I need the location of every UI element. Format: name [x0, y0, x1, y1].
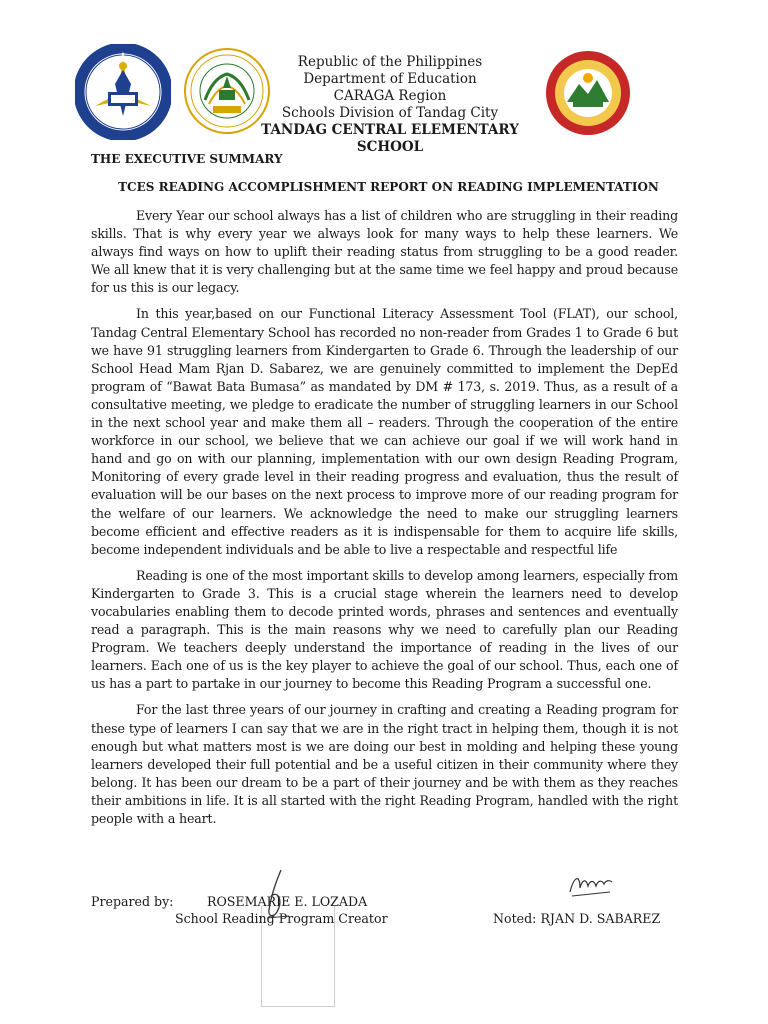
school-seal [545, 50, 631, 136]
letterhead-line: Department of Education [303, 71, 477, 87]
report-title: TCES READING ACCOMPLISHMENT REPORT ON READING IMPLEMENTATION [118, 180, 659, 194]
body-paragraph: In this year,based on our Functional Literacy Assessment Tool (FLAT), our school, Tandag Central Elementary School has recorded no non-reader from Grades 1 to Grade 6 but we have 91 struggling learners from Kindergarten to Grade 6. Through the leadership of our School Head Mam Rjan D. Sabarez, we are genuinely committed to implement the DepEd program of “Bawat Bata Bumasa” as mandated by DM # 173, s. 2019. Thus, as a result of a consultative meeting, we pledge to eradicate the number of struggling learners in our School in the next school year and make them all – readers. Through the cooperation of the entire workforce in our school, we believe that we can achieve our goal if we will work hand in hand and go on with our planning, implementation with our own design Reading Program, Monitoring of every grade level in their reading progress and evaluation, thus the result of evaluation will be our bases on the next process to improve more of our reading program for the welfare of our learners. We acknowledge the need to make our struggling learners become efficient and effective readers as it is indispensable for them to acquire life skills, become independent individuals and be able to live a respectable and respectful life [91, 306, 678, 557]
noted-by-name: RJAN D. SABAREZ [540, 911, 661, 926]
handwritten-signature [259, 866, 299, 929]
noted-by-label: Noted: [493, 911, 537, 926]
noted-by [493, 911, 660, 926]
prepared-by-role: School Reading Program Creator [175, 911, 388, 926]
signature-block [91, 894, 691, 984]
school-name: SCHOOL [356, 139, 424, 155]
executive-summary-label: THE EXECUTIVE SUMMARY [91, 152, 283, 166]
svg-text:★: ★ [120, 51, 126, 58]
letterhead-line: CARAGA Region [333, 88, 447, 104]
prepared-by-label: Prepared by: [91, 894, 174, 909]
letterhead-line: Republic of the Philippines [297, 54, 483, 70]
handwritten-signature [566, 868, 616, 905]
letterhead-line: Schools Division of Tandag City [281, 105, 499, 121]
prepared-by-name: ROSEMARIE E. LOZADA [207, 894, 368, 909]
body-paragraph: Every Year our school always has a list of children who are struggling in their reading skills. That is why every year we always look for many ways to help these learners. We always find ways on how to uplift their reading status from struggling to be a good reader. We all knew that it is very challenging but at the same time we feel happy and proud because for us this is our legacy. [91, 208, 678, 296]
letterhead [250, 54, 530, 156]
school-name: TANDAG CENTRAL ELEMENTARY [261, 122, 519, 138]
deped-seal [75, 44, 171, 140]
body-paragraph: For the last three years of our journey in crafting and creating a Reading program for these type of learners I can say that we are in the right tract in helping them, though it is not enough but what matters most is we are doing our best in molding and helping these young learners developed their full potential and be a useful citizen in their community where they belong. It has been our dream to be a part of their journey and be with them as they reaches their ambitions in life. It is all started with the right Reading Program, handled with the right people with a heart. [91, 702, 678, 826]
body-paragraph: Reading is one of the most important skills to develop among learners, especially from Kindergarten to Grade 3. This is a crucial stage wherein the learners need to develop vocabularies enabling them to decode printed words, phrases and sentences and eventually read a paragraph. This is the main reasons why we need to carefully plan our Reading Program. We teachers deeply understand the importance of reading in the lives of our learners. Each one of us is the key player to achieve the goal of our school. Thus, each one of us has a part to partake in our journey to become this Reading Program a successful one. [91, 567, 678, 692]
report-body [91, 207, 678, 836]
